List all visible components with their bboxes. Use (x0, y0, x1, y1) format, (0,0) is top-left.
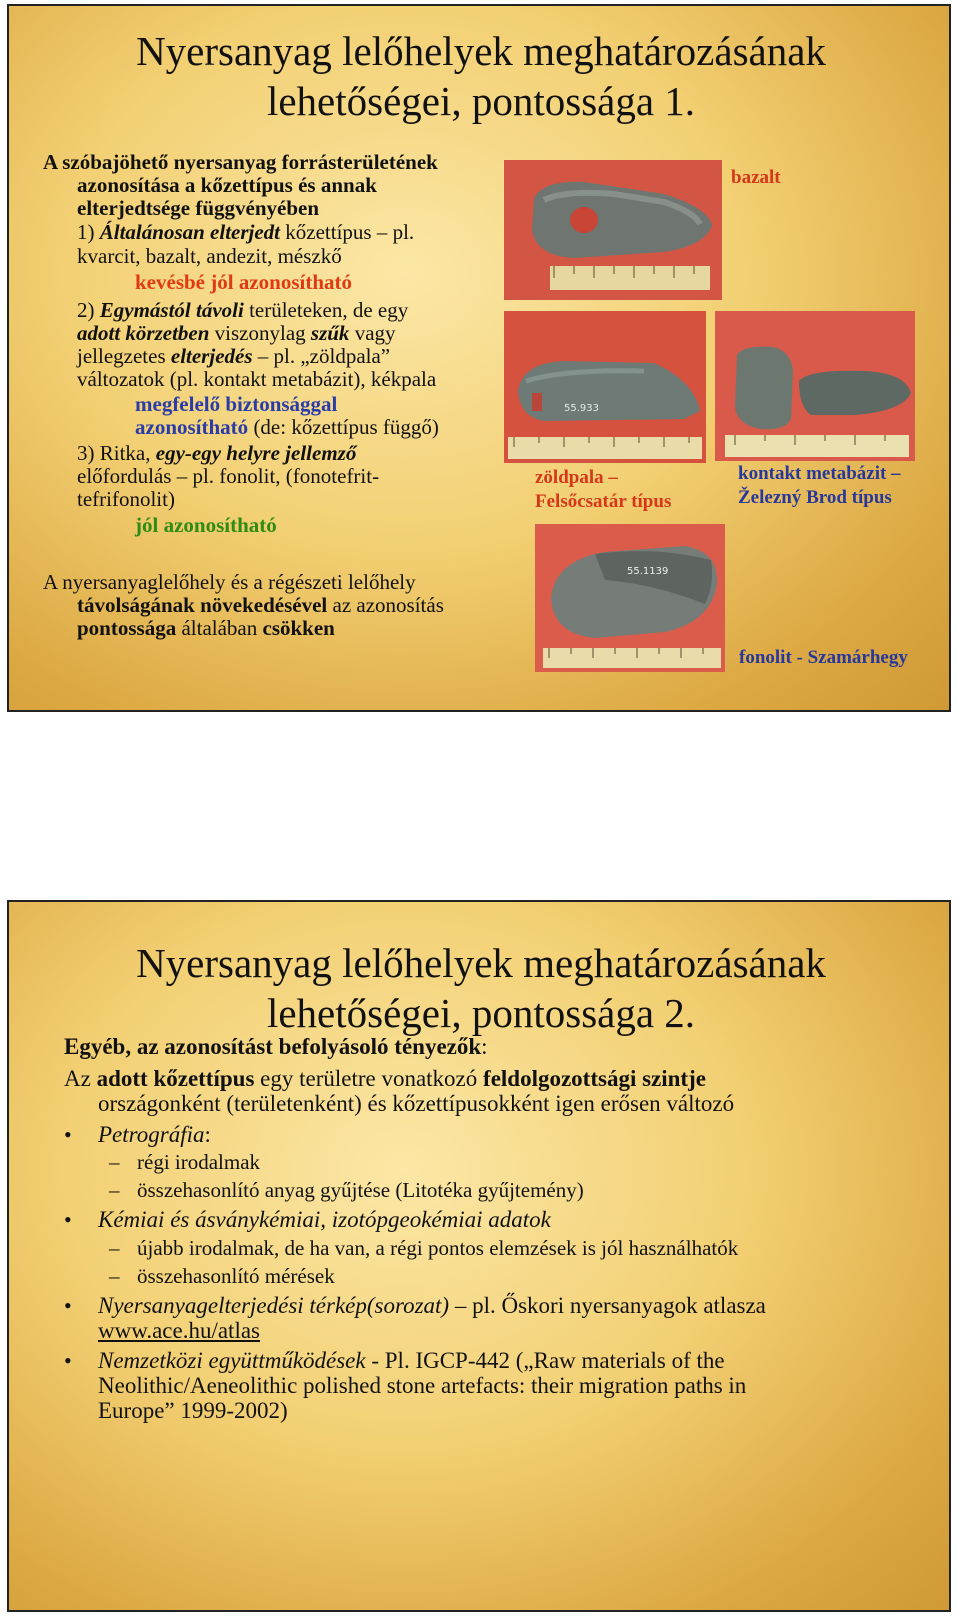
zoldpala-label-line-1: zöldpala – (535, 467, 618, 488)
intro-line-3: elterjedtsége függvényében (77, 196, 320, 220)
bullet-marker: • (64, 1122, 72, 1147)
item-2-verdict-2: azonosítható (de: kőzettípus függő) (135, 415, 439, 439)
dash-marker: – (109, 1264, 120, 1288)
processing-level-line-1: Az adott kőzettípus egy területre vonatkozó feldolgozottsági szintje (64, 1066, 706, 1091)
slide-2 (7, 900, 951, 1612)
slide-2-title: Nyersanyag lelőhelyek meghatározásának lehetőségei, pontossága 2. (136, 940, 826, 1036)
metabazit-label-line-1: kontakt metabázit – (738, 463, 901, 484)
dash-marker: – (109, 1236, 120, 1260)
fonolit-photo-code: 55.1139 (627, 566, 669, 577)
petrografia-sub-2: összehasonlító anyag gyűjtése (Litotéka gyűjtemény) (137, 1178, 584, 1202)
kemiai-sub-2: összehasonlító mérések (137, 1264, 335, 1288)
fonolit-photo (535, 524, 725, 672)
intro-line-1: A szóbajöhető nyersanyag forrásterületének (43, 150, 438, 174)
bazalt-label: bazalt (731, 167, 781, 188)
intro-line-2: azonosítása a kőzettípus és annak (77, 173, 377, 197)
bazalt-axe-photo (504, 160, 722, 300)
bullet-egyuttmukodes: Nemzetközi együttműködések - Pl. IGCP-442 („Raw materials of the (98, 1348, 725, 1373)
item-3-line-3: tefrifonolit) (77, 487, 175, 511)
item-3-line-2: előfordulás – pl. fonolit, (fonotefrit- (77, 464, 380, 488)
item-1-line-1: 1) Általánosan elterjedt kőzettípus – pl. (77, 220, 415, 244)
metabazit-label-line-2: Železný Brod típus (738, 487, 892, 508)
item-2-line-4: változatok (pl. kontakt metabázit), kékpala (77, 367, 437, 391)
bullet-kemiai: Kémiai és ásványkémiai, izotópgeokémiai adatok (98, 1207, 551, 1232)
bullet-marker: • (64, 1348, 72, 1373)
conclusion-line-2: távolságának növekedésével az azonosítás (77, 593, 444, 617)
conclusion-line-3: pontossága általában csökken (77, 616, 335, 640)
item-2-verdict-1: megfelelő biztonsággal (135, 392, 338, 416)
zoldpala-axe-photo (504, 311, 706, 463)
zoldpala-photo-code: 55.933 (564, 403, 599, 414)
factors-heading: Egyéb, az azonosítást befolyásoló tényezők: (64, 1034, 488, 1059)
item-3-line-1: 3) Ritka, egy-egy helyre jellemző (77, 441, 357, 465)
item-2-line-3: jellegzetes elterjedés – pl. „zöldpala” (77, 344, 391, 368)
slide-1 (7, 4, 951, 712)
petrografia-sub-1: régi irodalmak (137, 1150, 261, 1174)
slide-1-title: Nyersanyag lelőhelyek meghatározásának lehetőségei, pontossága 1. (136, 28, 826, 124)
item-2-line-2: adott körzetben viszonylag szűk vagy (77, 321, 396, 345)
item-3-verdict: jól azonosítható (135, 513, 277, 537)
egyuttmukodes-line-2: Neolithic/Aeneolithic polished stone artefacts: their migration paths in (98, 1373, 747, 1398)
bullet-marker: • (64, 1207, 72, 1232)
dash-marker: – (109, 1150, 120, 1174)
fonolit-label: fonolit - Szamárhegy (739, 647, 908, 668)
item-1-line-2: kvarcit, bazalt, andezit, mészkő (77, 244, 342, 268)
bullet-terkep: Nyersanyagelterjedési térkép(sorozat) – pl. Őskori nyersanyagok atlasza (98, 1293, 766, 1318)
item-1-verdict: kevésbé jól azonosítható (135, 270, 352, 294)
kemiai-sub-1: újabb irodalmak, de ha van, a régi pontos elemzések is jól használhatók (137, 1236, 739, 1260)
bullet-petrografia: Petrográfia: (98, 1122, 211, 1147)
item-2-line-1: 2) Egymástól távoli területeken, de egy (77, 298, 409, 322)
conclusion-line-1: A nyersanyaglelőhely és a régészeti lelőhely (43, 570, 416, 594)
zoldpala-label-line-2: Felsőcsatár típus (535, 491, 672, 512)
metabazit-photo (715, 311, 915, 461)
egyuttmukodes-line-3: Europe” 1999-2002) (98, 1398, 288, 1423)
dash-marker: – (109, 1178, 120, 1202)
processing-level-line-2: országonként (területenként) és kőzettípusokként igen erősen változó (98, 1091, 735, 1116)
atlas-link[interactable]: www.ace.hu/atlas (98, 1318, 260, 1343)
bullet-marker: • (64, 1293, 72, 1318)
